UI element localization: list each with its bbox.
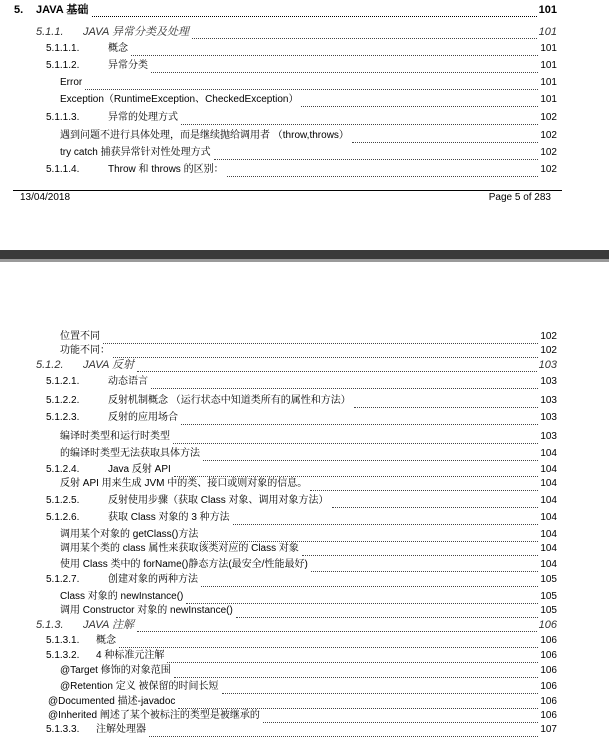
toc-entry-number: 5.1.1.1. [46, 43, 80, 54]
toc-dot-leader [352, 128, 538, 143]
toc-dot-leader [302, 541, 538, 556]
toc-dot-leader [227, 162, 539, 177]
toc-entry[interactable] [0, 110, 609, 126]
toc-dot-leader [85, 75, 538, 90]
toc-entry-title: 动态语言 [108, 376, 148, 387]
toc-entry-page-number: 107 [540, 724, 557, 735]
toc-dot-leader [354, 393, 539, 408]
toc-dot-leader [181, 410, 538, 425]
toc-entry-title: 异常的处理方式 [108, 112, 178, 123]
toc-entry-page-number: 104 [540, 529, 557, 540]
toc-entry[interactable] [0, 128, 609, 144]
toc-entry-title: 调用 Constructor 对象的 newInstance() [60, 605, 233, 616]
toc-dot-leader [201, 572, 538, 587]
toc-entry-page-number: 106 [540, 650, 557, 661]
toc-entry[interactable] [0, 663, 609, 679]
toc-entry-title: JAVA 注解 [83, 619, 134, 631]
toc-dot-leader [149, 722, 538, 737]
footer-page-number: Page 5 of 283 [488, 192, 551, 203]
toc-dot-leader [137, 357, 536, 372]
toc-entry-title: 调用某个对象的 getClass()方法 [60, 529, 199, 540]
toc-entry-page-number: 103 [540, 431, 557, 442]
toc-entry-title: @Target 修饰的对象范围 [60, 665, 171, 676]
toc-entry-number: 5.1.2.1. [46, 376, 80, 387]
toc-dot-leader [203, 446, 538, 461]
toc-dot-leader [167, 648, 538, 663]
toc-dot-leader [301, 92, 538, 107]
toc-entry-title: 反射的应用场合 [108, 412, 178, 423]
toc-dot-leader [119, 633, 538, 648]
toc-entry[interactable] [0, 75, 609, 91]
page-footer [0, 190, 609, 204]
toc-entry-page-number: 101 [540, 77, 557, 88]
toc-entry[interactable] [0, 24, 609, 40]
toc-entry[interactable] [0, 446, 609, 462]
toc-entry[interactable] [0, 633, 609, 649]
toc-entry-number: 5.1.1.4. [46, 164, 80, 175]
toc-dot-leader [151, 374, 538, 389]
toc-entry-page-number: 103 [540, 376, 557, 387]
toc-dot-leader [201, 527, 538, 542]
page-separator-shadow [0, 259, 609, 262]
toc-entry[interactable] [0, 493, 609, 509]
toc-entry-title: JAVA 反射 [83, 359, 134, 371]
toc-entry-page-number: 103 [540, 412, 557, 423]
toc-entry-page-number: 105 [540, 591, 557, 602]
toc-entry[interactable] [0, 679, 609, 695]
toc-entry[interactable] [0, 374, 609, 390]
toc-entry-page-number: 103 [538, 359, 557, 371]
toc-dot-leader [92, 2, 537, 17]
toc-dot-leader [173, 429, 538, 444]
toc-dot-leader [332, 493, 539, 508]
toc-entry-page-number: 101 [540, 60, 557, 71]
toc-entry-number: 5.1.2.6. [46, 512, 80, 523]
toc-entry[interactable] [0, 722, 609, 738]
toc-entry-number: 5.1.1. [36, 26, 64, 38]
toc-entry-title: JAVA 异常分类及处理 [83, 26, 189, 38]
toc-entry-page-number: 102 [540, 331, 557, 342]
toc-entry[interactable] [0, 617, 609, 633]
toc-entry-number: 5.1.1.3. [46, 112, 80, 123]
toc-dot-leader [214, 145, 539, 160]
toc-entry-title: 创建对象的两种方法 [108, 574, 198, 585]
toc-dot-leader [151, 58, 538, 73]
toc-entry-page-number: 101 [540, 94, 557, 105]
toc-entry-page-number: 104 [540, 559, 557, 570]
toc-dot-leader [192, 24, 536, 39]
toc-entry-number: 5. [14, 4, 24, 16]
toc-entry[interactable] [0, 648, 609, 664]
toc-entry[interactable] [0, 2, 609, 18]
toc-entry-title: Error [60, 77, 83, 88]
toc-entry-page-number: 106 [540, 665, 557, 676]
toc-entry-title: 的编译时类型无法获取具体方法 [60, 448, 200, 459]
toc-dot-leader [174, 462, 539, 477]
toc-entry-title: 概念 [96, 635, 116, 646]
toc-entry[interactable] [0, 145, 609, 161]
toc-entry-page-number: 102 [540, 112, 557, 123]
toc-entry-number: 5.1.3.2. [46, 650, 80, 661]
page-separator [0, 250, 609, 259]
toc-entry-title: 功能不同： [60, 345, 110, 356]
toc-entry-number: 5.1.2.7. [46, 574, 80, 585]
toc-entry-page-number: 102 [540, 345, 557, 356]
toc-entry-number: 5.1.2.4. [46, 464, 80, 475]
toc-entry-number: 5.1.3.3. [46, 724, 80, 735]
toc-entry[interactable] [0, 58, 609, 74]
toc-entry-title: 反射机制概念 （运行状态中知道类所有的属性和方法） [108, 395, 351, 406]
toc-entry-title: @Retention 定义 被保留的时间长短 [60, 681, 219, 692]
toc-entry[interactable] [0, 357, 609, 373]
toc-entry-page-number: 102 [540, 130, 557, 141]
toc-entry-page-number: 106 [540, 696, 557, 707]
toc-entry-number: 5.1.1.2. [46, 60, 80, 71]
toc-entry[interactable] [0, 41, 609, 57]
toc-dot-leader [236, 603, 538, 618]
toc-dot-leader [222, 679, 539, 694]
toc-entry[interactable] [0, 162, 609, 178]
toc-entry[interactable] [0, 510, 609, 526]
toc-dot-leader [186, 589, 538, 604]
toc-entry-number: 5.1.2.2. [46, 395, 80, 406]
toc-dot-leader [137, 617, 536, 632]
toc-entry-title: Java 反射 API [108, 464, 171, 475]
toc-entry[interactable] [0, 476, 609, 492]
toc-entry[interactable] [0, 92, 609, 108]
toc-dot-leader [113, 343, 538, 358]
toc-entry[interactable] [0, 429, 609, 445]
toc-dot-leader [178, 694, 538, 709]
toc-entry-title: 异常分类 [108, 60, 148, 71]
toc-dot-leader [181, 110, 538, 125]
toc-entry-page-number: 102 [540, 164, 557, 175]
toc-entry-page-number: 106 [540, 710, 557, 721]
toc-entry-title: 编译时类型和运行时类型 [60, 431, 170, 442]
toc-entry-page-number: 104 [540, 448, 557, 459]
toc-entry-title: JAVA 基础 [36, 4, 89, 16]
toc-entry-number: 5.1.3. [36, 619, 64, 631]
toc-entry-title: 注解处理器 [96, 724, 146, 735]
toc-entry-title: 反射使用步骤（获取 Class 对象、调用对象方法） [108, 495, 329, 506]
toc-entry-title: @Documented 描述-javadoc [48, 696, 176, 707]
toc-entry-title: Class 对象的 newInstance() [60, 591, 184, 602]
toc-entry-title: Exception（RuntimeException、CheckedException） [60, 94, 299, 105]
toc-dot-leader [263, 708, 538, 723]
toc-dot-leader [103, 329, 538, 344]
toc-entry-page-number: 104 [540, 543, 557, 554]
toc-entry-title: Throw 和 throws 的区别： [108, 164, 224, 175]
toc-entry-page-number: 105 [540, 574, 557, 585]
toc-entry-title: 使用 Class 类中的 forName()静态方法(最安全/性能最好) [60, 559, 308, 570]
toc-entry-page-number: 104 [540, 495, 557, 506]
toc-entry-number: 5.1.2. [36, 359, 64, 371]
toc-entry-number: 5.1.3.1. [46, 635, 80, 646]
toc-entry[interactable] [0, 541, 609, 557]
toc-entry-title: 位置不同 [60, 331, 100, 342]
toc-entry-page-number: 102 [540, 147, 557, 158]
toc-entry-page-number: 104 [540, 478, 557, 489]
toc-entry-title: try catch 捕获异常针对性处理方式 [60, 147, 211, 158]
toc-dot-leader [131, 41, 538, 56]
toc-entry-number: 5.1.2.5. [46, 495, 80, 506]
toc-entry-page-number: 101 [540, 43, 557, 54]
toc-entry-page-number: 104 [540, 464, 557, 475]
toc-dot-leader [233, 510, 539, 525]
toc-dot-leader [310, 476, 538, 491]
toc-entry-page-number: 105 [540, 605, 557, 616]
toc-entry-page-number: 106 [540, 681, 557, 692]
toc-entry[interactable] [0, 410, 609, 426]
toc-entry-title: 反射 API 用来生成 JVM 中的类、接口或则对象的信息。 [60, 478, 308, 489]
toc-dot-leader [174, 663, 539, 678]
toc-entry-title: @Inherited 阐述了某个被标注的类型是被继承的 [48, 710, 260, 721]
toc-entry-page-number: 106 [538, 619, 557, 631]
toc-entry-page-number: 103 [540, 395, 557, 406]
toc-entry[interactable] [0, 557, 609, 573]
toc-entry-title: 获取 Class 对象的 3 种方法 [108, 512, 230, 523]
toc-entry-page-number: 106 [540, 635, 557, 646]
toc-entry-title: 概念 [108, 43, 128, 54]
toc-entry-title: 调用某个类的 class 属性来获取该类对应的 Class 对象 [60, 543, 299, 554]
toc-entry-title: 遇到问题不进行具体处理，而是继续抛给调用者 （throw,throws） [60, 130, 349, 141]
toc-dot-leader [311, 557, 539, 572]
toc-entry[interactable] [0, 572, 609, 588]
footer-rule [13, 190, 562, 191]
toc-entry-page-number: 104 [540, 512, 557, 523]
toc-entry-number: 5.1.2.3. [46, 412, 80, 423]
footer-date: 13/04/2018 [20, 192, 71, 203]
toc-entry-page-number: 101 [538, 26, 557, 38]
toc-entry-title: 4 种标准元注解 [96, 650, 165, 661]
toc-entry[interactable] [0, 393, 609, 409]
toc-entry-page-number: 101 [538, 4, 557, 16]
